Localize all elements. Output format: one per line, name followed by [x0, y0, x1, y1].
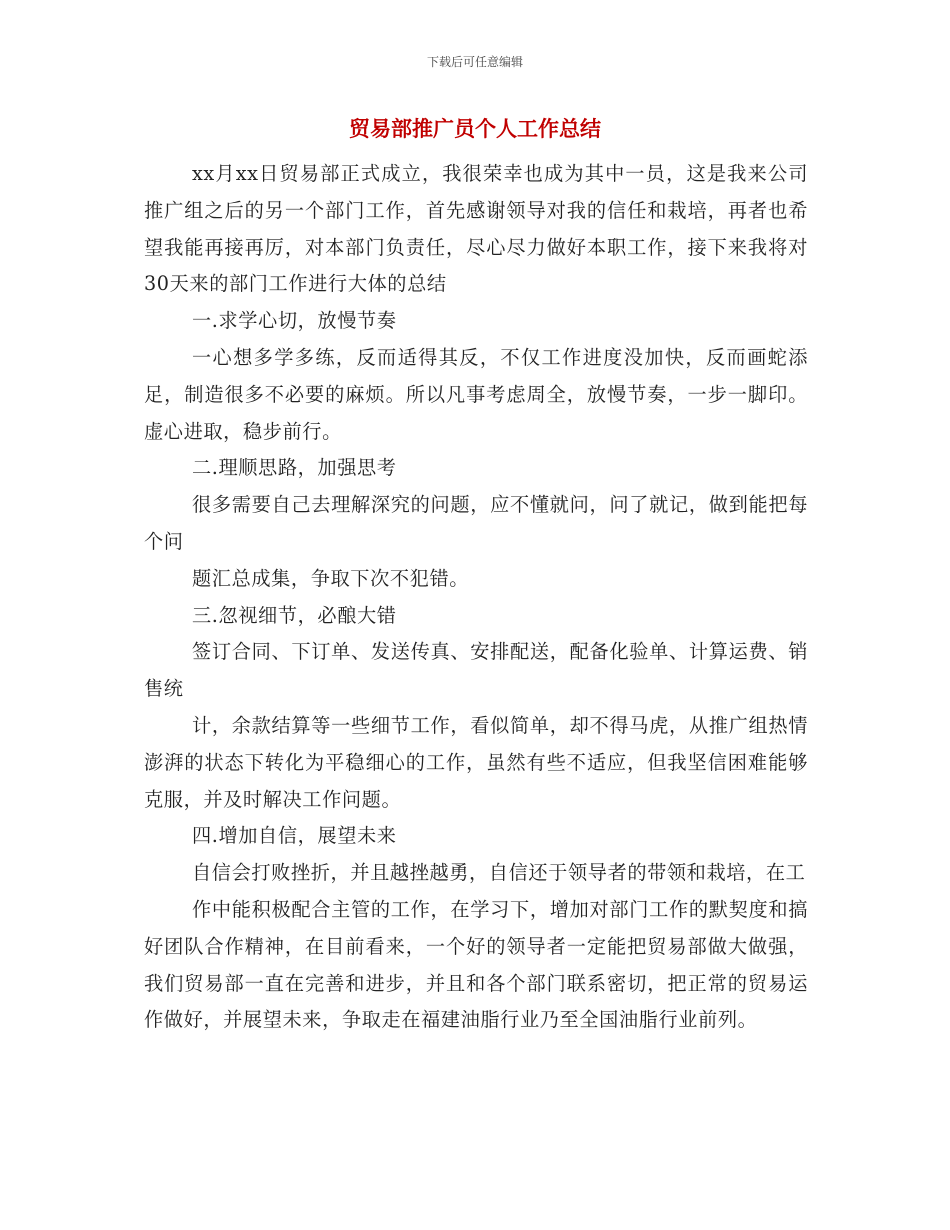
section-heading-4: 四.增加自信，展望未来 — [192, 824, 397, 848]
header-note: 下载后可任意编辑 — [426, 55, 523, 69]
paragraph-section-2b: 题汇总成集，争取下次不犯错。 — [192, 566, 470, 590]
paragraph-section-3b: 计，余款结算等一些细节工作，看似简单，却不得马虎，从推广组热情澎湃的状态下转化为平稳细心的工作，虽然有些不适应，但我坚信困难能够克服，并及时解决工作问题。 — [144, 713, 808, 811]
paragraph-section-4a: 自信会打败挫折，并且越挫越勇，自信还于领导者的带领和栽培，在工 — [192, 861, 806, 885]
section-heading-1: 一.求学心切，放慢节奏 — [192, 309, 397, 333]
paragraph-section-1: 一心想多学多练，反而适得其反，不仅工作进度没加快，反而画蛇添足，制造很多不必要的麻烦。所以凡事考虑周全，放慢节奏，一步一脚印。虚心进取，稳步前行。 — [144, 345, 808, 443]
section-heading-3: 三.忽视细节，必酿大错 — [192, 603, 397, 627]
section-heading-2: 二.理顺思路，加强思考 — [192, 456, 397, 480]
paragraph-section-3a: 签订合同、下订单、发送传真、安排配送，配备化验单、计算运费、销售统 — [144, 640, 808, 701]
paragraph-section-4b: 作中能积极配合主管的工作，在学习下，增加对部门工作的默契度和搞好团队合作精神，在目前看来，一个好的领导者一定能把贸易部做大做强，我们贸易部一直在完善和进步，并且和各个部门联系密切，把正常的贸易运作做好，并展望未来，争取走在福建油脂行业乃至全国油脂行业前列。 — [144, 897, 808, 1032]
paragraph-intro: xx月xx日贸易部正式成立，我很荣幸也成为其中一员，这是我来公司推广组之后的另一个部门工作，首先感谢领导对我的信任和栽培，再者也希望我能再接再厉，对本部门负责任，尽心尽力做好本职工作，接下来我将对30天来的部门工作进行大体的总结 — [144, 162, 808, 296]
document-title: 贸易部推广员个人工作总结 — [349, 117, 601, 141]
paragraph-section-2a: 很多需要自己去理解深究的问题，应不懂就问，问了就记，做到能把每个问 — [144, 493, 808, 553]
document-body — [144, 156, 808, 1039]
